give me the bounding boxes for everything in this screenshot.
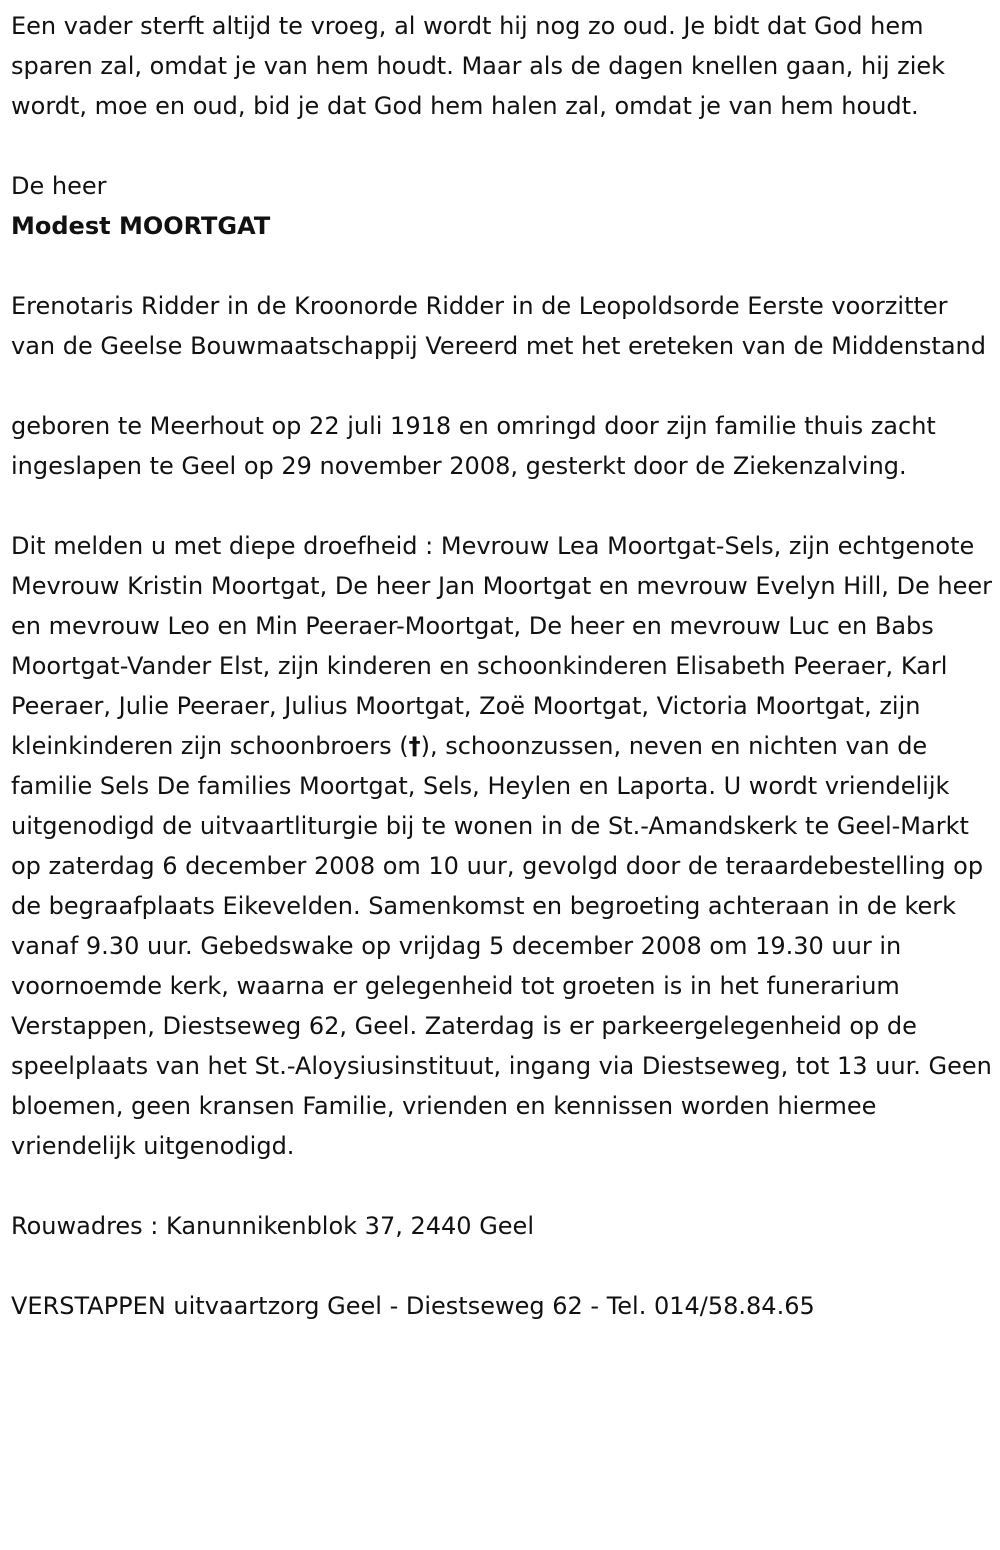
titles-paragraph: Erenotaris Ridder in de Kroonorde Ridder in de Leopoldsorde Eerste voorzitter van de Geelse Bouwmaatschappij Vereerd met het ereteken van de Middenstand [11,292,986,360]
announcement-text-part1: Dit melden u met diepe droefheid : Mevrouw Lea Moortgat-Sels, zijn echtgenote Mevrouw Kristin Moortgat, De heer Jan Moortgat en mevrouw Evelyn Hill, De heer en mevrouw Leo en Min Peeraer-Moortgat, De heer en mevrouw Luc en Babs Moortgat-Vander Elst, zijn kinderen en schoonkinderen Elisabeth Peeraer, Karl Peeraer, Julie Peeraer, Julius Moortgat, Zoë Moortgat, Victoria Moortgat, zijn kleinkinderen zijn schoonbroers ( [11,532,992,760]
spacer [11,246,993,286]
salutation: De heer [11,172,107,200]
mourning-address: Rouwadres : Kanunnikenblok 37, 2440 Geel [11,1212,534,1240]
spacer [11,126,993,166]
announcement-paragraph [11,526,993,1166]
deceased-name: Modest MOORTGAT [11,212,271,240]
spacer [11,1246,993,1286]
birth-death-paragraph: geboren te Meerhout op 22 juli 1918 en omringd door zijn familie thuis zacht ingeslapen te Geel op 29 november 2008, gesterkt door de Ziekenzalving. [11,412,936,480]
announcement-text-part2: ), schoonzussen, neven en nichten van de familie Sels De families Moortgat, Sels, Heylen en Laporta. U wordt vriendelijk uitgenodigd de uitvaartliturgie bij te wonen in de St.-Amandskerk te Geel-Markt op zaterdag 6 december 2008 om 10 uur, gevolgd door de teraardebestelling op de begraafplaats Eikevelden. Samenkomst en begroeting achteraan in de kerk vanaf 9.30 uur. Gebedswake op vrijdag 5 december 2008 om 19.30 uur in voornoemde kerk, waarna er gelegenheid tot groeten is in het funerarium Verstappen, Diestseweg 62, Geel. Zaterdag is er parkeergelegenheid op de speelplaats van het St.-Aloysiusinstituut, ingang via Diestseweg, tot 13 uur. Geen bloemen, geen kransen Familie, vrienden en kennissen worden hiermee vriendelijk uitgenodigd. [11,732,992,1160]
cross-icon: † [408,732,421,760]
spacer [11,1166,993,1206]
spacer [11,486,993,526]
funeral-home-contact: VERSTAPPEN uitvaartzorg Geel - Diestseweg 62 - Tel. 014/58.84.65 [11,1292,815,1320]
poem-paragraph: Een vader sterft altijd te vroeg, al wordt hij nog zo oud. Je bidt dat God hem sparen zal, omdat je van hem houdt. Maar als de dagen knellen gaan, hij ziek wordt, moe en oud, bid je dat God hem halen zal, omdat je van hem houdt. [11,12,946,120]
obituary-document [11,6,993,1326]
spacer [11,366,993,406]
